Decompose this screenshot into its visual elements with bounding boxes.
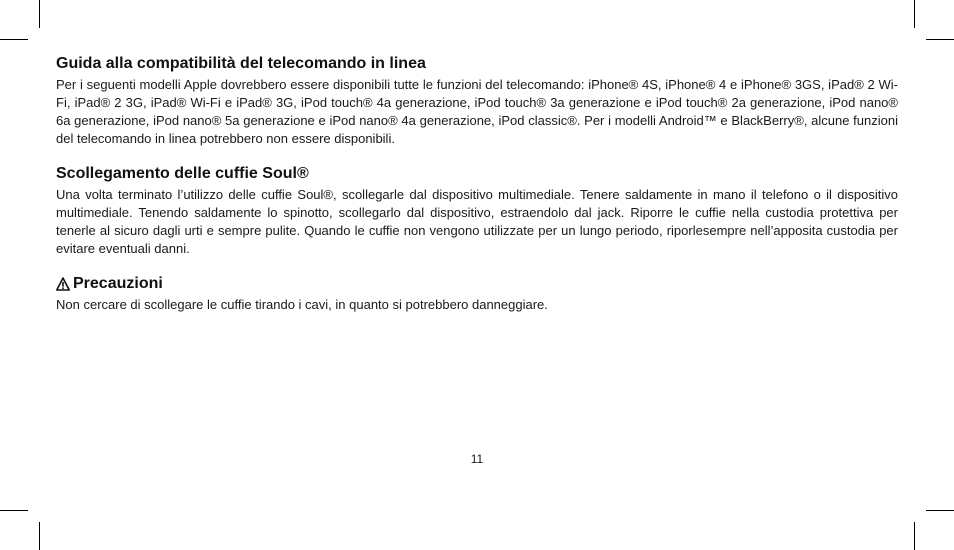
crop-mark-top-left-horizontal: [0, 39, 28, 40]
section-precautions: [56, 274, 898, 314]
document-content: [56, 54, 898, 330]
crop-mark-top-left-vertical: [39, 0, 40, 28]
crop-mark-bottom-left-vertical: [39, 522, 40, 550]
section-disconnecting-headphones: [56, 164, 898, 258]
section-heading-precautions: [56, 274, 898, 294]
crop-mark-bottom-right-horizontal: [926, 510, 954, 511]
warning-icon: [56, 277, 70, 291]
section-heading: Guida alla compatibilità del telecomando in linea: [56, 55, 426, 72]
section-remote-compatibility: [56, 54, 898, 148]
crop-mark-bottom-left-horizontal: [0, 510, 28, 511]
section-heading: Scollegamento delle cuffie Soul®: [56, 165, 309, 182]
crop-mark-top-right-vertical: [914, 0, 915, 28]
crop-mark-bottom-right-vertical: [914, 522, 915, 550]
page-number: 11: [470, 452, 484, 466]
section-body: Non cercare di scollegare le cuffie tirando i cavi, in quanto si potrebbero danneggiare.: [56, 297, 548, 312]
precautions-heading-text: Precauzioni: [73, 275, 163, 292]
section-body: Per i seguenti modelli Apple dovrebbero essere disponibili tutte le funzioni del telecomando: iPhone® 4S, iPhone® 4 e iPhone® 3GS, iPad® 2 Wi-Fi, iPad® 2 3G, iPad® Wi-Fi e iPad® 3G, iPod touch® 4a generazione, iPod touch® 3a generazione e iPod touch® 2a generazione, iPod nano® 6a generazione, iPod nano® 5a generazione e iPod nano® 4a generazione, iPod classic®. Per i modelli Android™ e BlackBerry®, alcune funzioni del telecomando in linea potrebbero non essere disponibili.: [56, 77, 898, 146]
crop-mark-top-right-horizontal: [926, 39, 954, 40]
section-body: Una volta terminato l’utilizzo delle cuffie Soul®, scollegarle dal dispositivo multimediale. Tenere saldamente in mano il telefono o il dispositivo multimediale. Tenendo saldamente lo spinotto, scollegarlo dal dispositivo, estraendolo dal jack. Riporre le cuffie nella custodia protettiva per tenerle al sicuro dagli urti e sempre pulite. Quando le cuffie non vengono utilizzate per un lungo periodo, riporlesempre nell’apposita custodia per evitare eventuali danni.: [56, 187, 898, 256]
